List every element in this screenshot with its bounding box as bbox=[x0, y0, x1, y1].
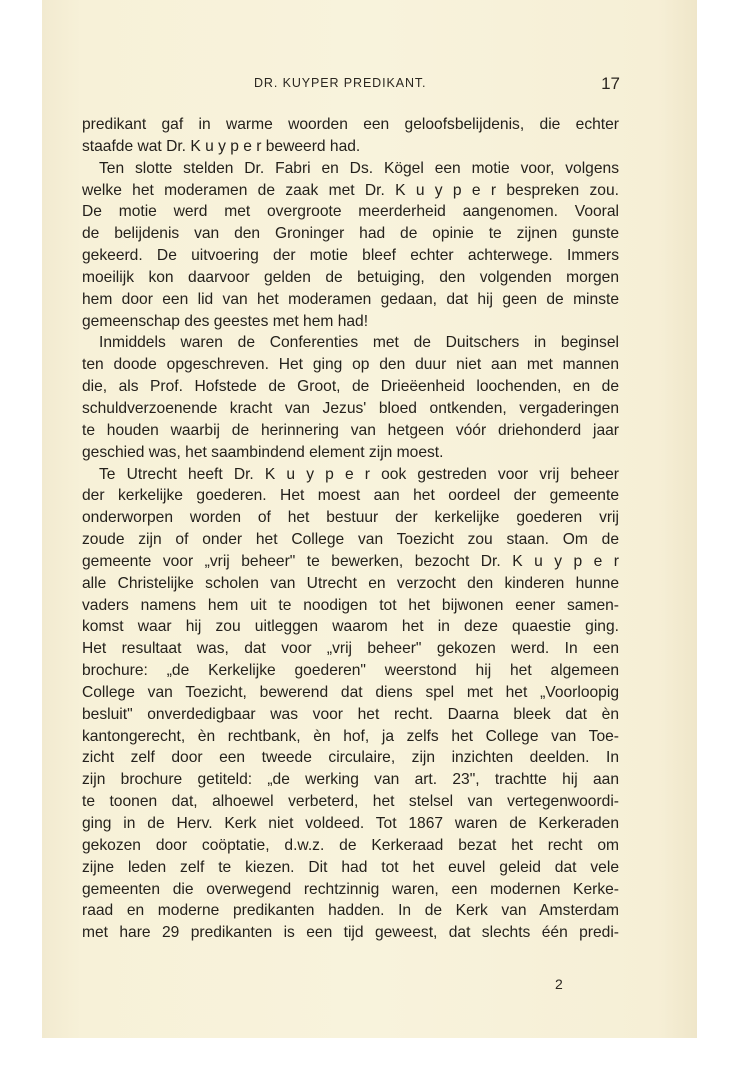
running-head: DR. KUYPER PREDIKANT. bbox=[254, 76, 427, 90]
text-line: gemeente voor „vrij beheer" te bewerken, bezocht Dr. K u y p e r bbox=[82, 552, 619, 570]
text-line: raad en moderne predikanten hadden. In de Kerk van Amsterdam bbox=[82, 902, 619, 920]
text-line: die, als Prof. Hofstede de Groot, de Drieëenheid loochenden, en de bbox=[82, 378, 619, 396]
signature-mark: 2 bbox=[555, 976, 563, 992]
text-line: gemeenten die overwegend rechtzinnig waren, een modernen Kerke- bbox=[82, 880, 619, 898]
text-line: gekozen door coöptatie, d.w.z. de Kerkeraad bezat het recht om bbox=[82, 836, 619, 854]
text-line: staafde wat Dr. K u y p e r beweerd had. bbox=[82, 137, 361, 155]
text-line: hem door een lid van het moderamen gedaan, dat hij geen de minste bbox=[82, 290, 619, 308]
text-line: zijn brochure getiteld: „de werking van art. 23", trachtte hij aan bbox=[82, 771, 619, 789]
book-page bbox=[42, 0, 697, 1038]
text-line: brochure: „de Kerkelijke goederen" weerstond hij het algemeen bbox=[82, 662, 619, 680]
text-line: besluit" onverdedigbaar was voor het recht. Daarna bleek dat èn bbox=[82, 705, 619, 723]
text-line: zijne leden zelf te kiezen. Dit had tot het euvel geleid dat vele bbox=[82, 858, 619, 876]
text-line: welke het moderamen de zaak met Dr. K u y p e r bespreken zou. bbox=[82, 181, 619, 199]
text-line: alle Christelijke scholen van Utrecht en verzocht den kinderen hunne bbox=[82, 574, 619, 592]
body-text bbox=[82, 114, 619, 944]
text-line: Inmiddels waren de Conferenties met de Duitschers in beginsel bbox=[99, 334, 619, 352]
text-line: de belijdenis van den Groninger had de opinie te zijnen gunste bbox=[82, 225, 619, 243]
text-line: De motie werd met overgroote meerderheid aangenomen. Vooral bbox=[82, 203, 619, 221]
text-line: komst waar hij zou uitleggen waarom het in deze quaestie ging. bbox=[82, 618, 619, 636]
text-line: Ten slotte stelden Dr. Fabri en Ds. Kögel een motie voor, volgens bbox=[99, 159, 619, 177]
page-number: 17 bbox=[601, 74, 620, 93]
text-line: ten doode opgeschreven. Het ging op den duur niet aan met mannen bbox=[82, 356, 619, 374]
text-line: te houden waarbij de herinnering van hetgeen vóór driehonderd jaar bbox=[82, 421, 619, 439]
text-line: predikant gaf in warme woorden een geloofsbelijdenis, die echter bbox=[82, 116, 619, 133]
text-line: Te Utrecht heeft Dr. K u y p e r ook gestreden voor vrij beheer bbox=[99, 465, 619, 483]
text-line: onderworpen worden of het bestuur der kerkelijke goederen vrij bbox=[82, 509, 619, 527]
text-line: zoude zijn of onder het College van Toezicht zou staan. Om de bbox=[82, 531, 619, 549]
text-line: te toonen dat, alhoewel verbeterd, het stelsel van vertegenwoordi- bbox=[82, 793, 619, 811]
text-line: der kerkelijke goederen. Het moest aan het oordeel der gemeente bbox=[82, 487, 619, 505]
text-line: vaders namens hem uit te noodigen tot het bijwonen eener samen- bbox=[82, 596, 619, 614]
text-line: gemeenschap des geestes met hem had! bbox=[82, 312, 369, 330]
text-line: met hare 29 predikanten is een tijd geweest, dat slechts één predi- bbox=[82, 924, 619, 942]
text-line: Het resultaat was, dat voor „vrij beheer" gekozen werd. In een bbox=[82, 640, 619, 658]
text-line: kantongerecht, èn rechtbank, èn hof, ja zelfs het College van Toe- bbox=[82, 727, 619, 745]
text-line: schuldverzoenende kracht van Jezus' bloed ontkenden, vergaderingen bbox=[82, 399, 619, 417]
text-line: College van Toezicht, bewerend dat diens spel met het „Voorloopig bbox=[82, 683, 619, 701]
page-header bbox=[42, 74, 697, 98]
text-line: moeilijk kon daarvoor gelden de betuiging, den volgenden morgen bbox=[82, 268, 619, 286]
text-line: ging in de Herv. Kerk niet voldeed. Tot 1867 waren de Kerkeraden bbox=[82, 815, 619, 832]
text-line: zicht zelf door een tweede circulaire, zijn inzichten deelden. In bbox=[82, 749, 619, 767]
text-line: gekeerd. De uitvoering der motie bleef echter achterwege. Immers bbox=[82, 247, 619, 265]
text-line: geschied was, het saambindend element zijn moest. bbox=[82, 443, 444, 461]
